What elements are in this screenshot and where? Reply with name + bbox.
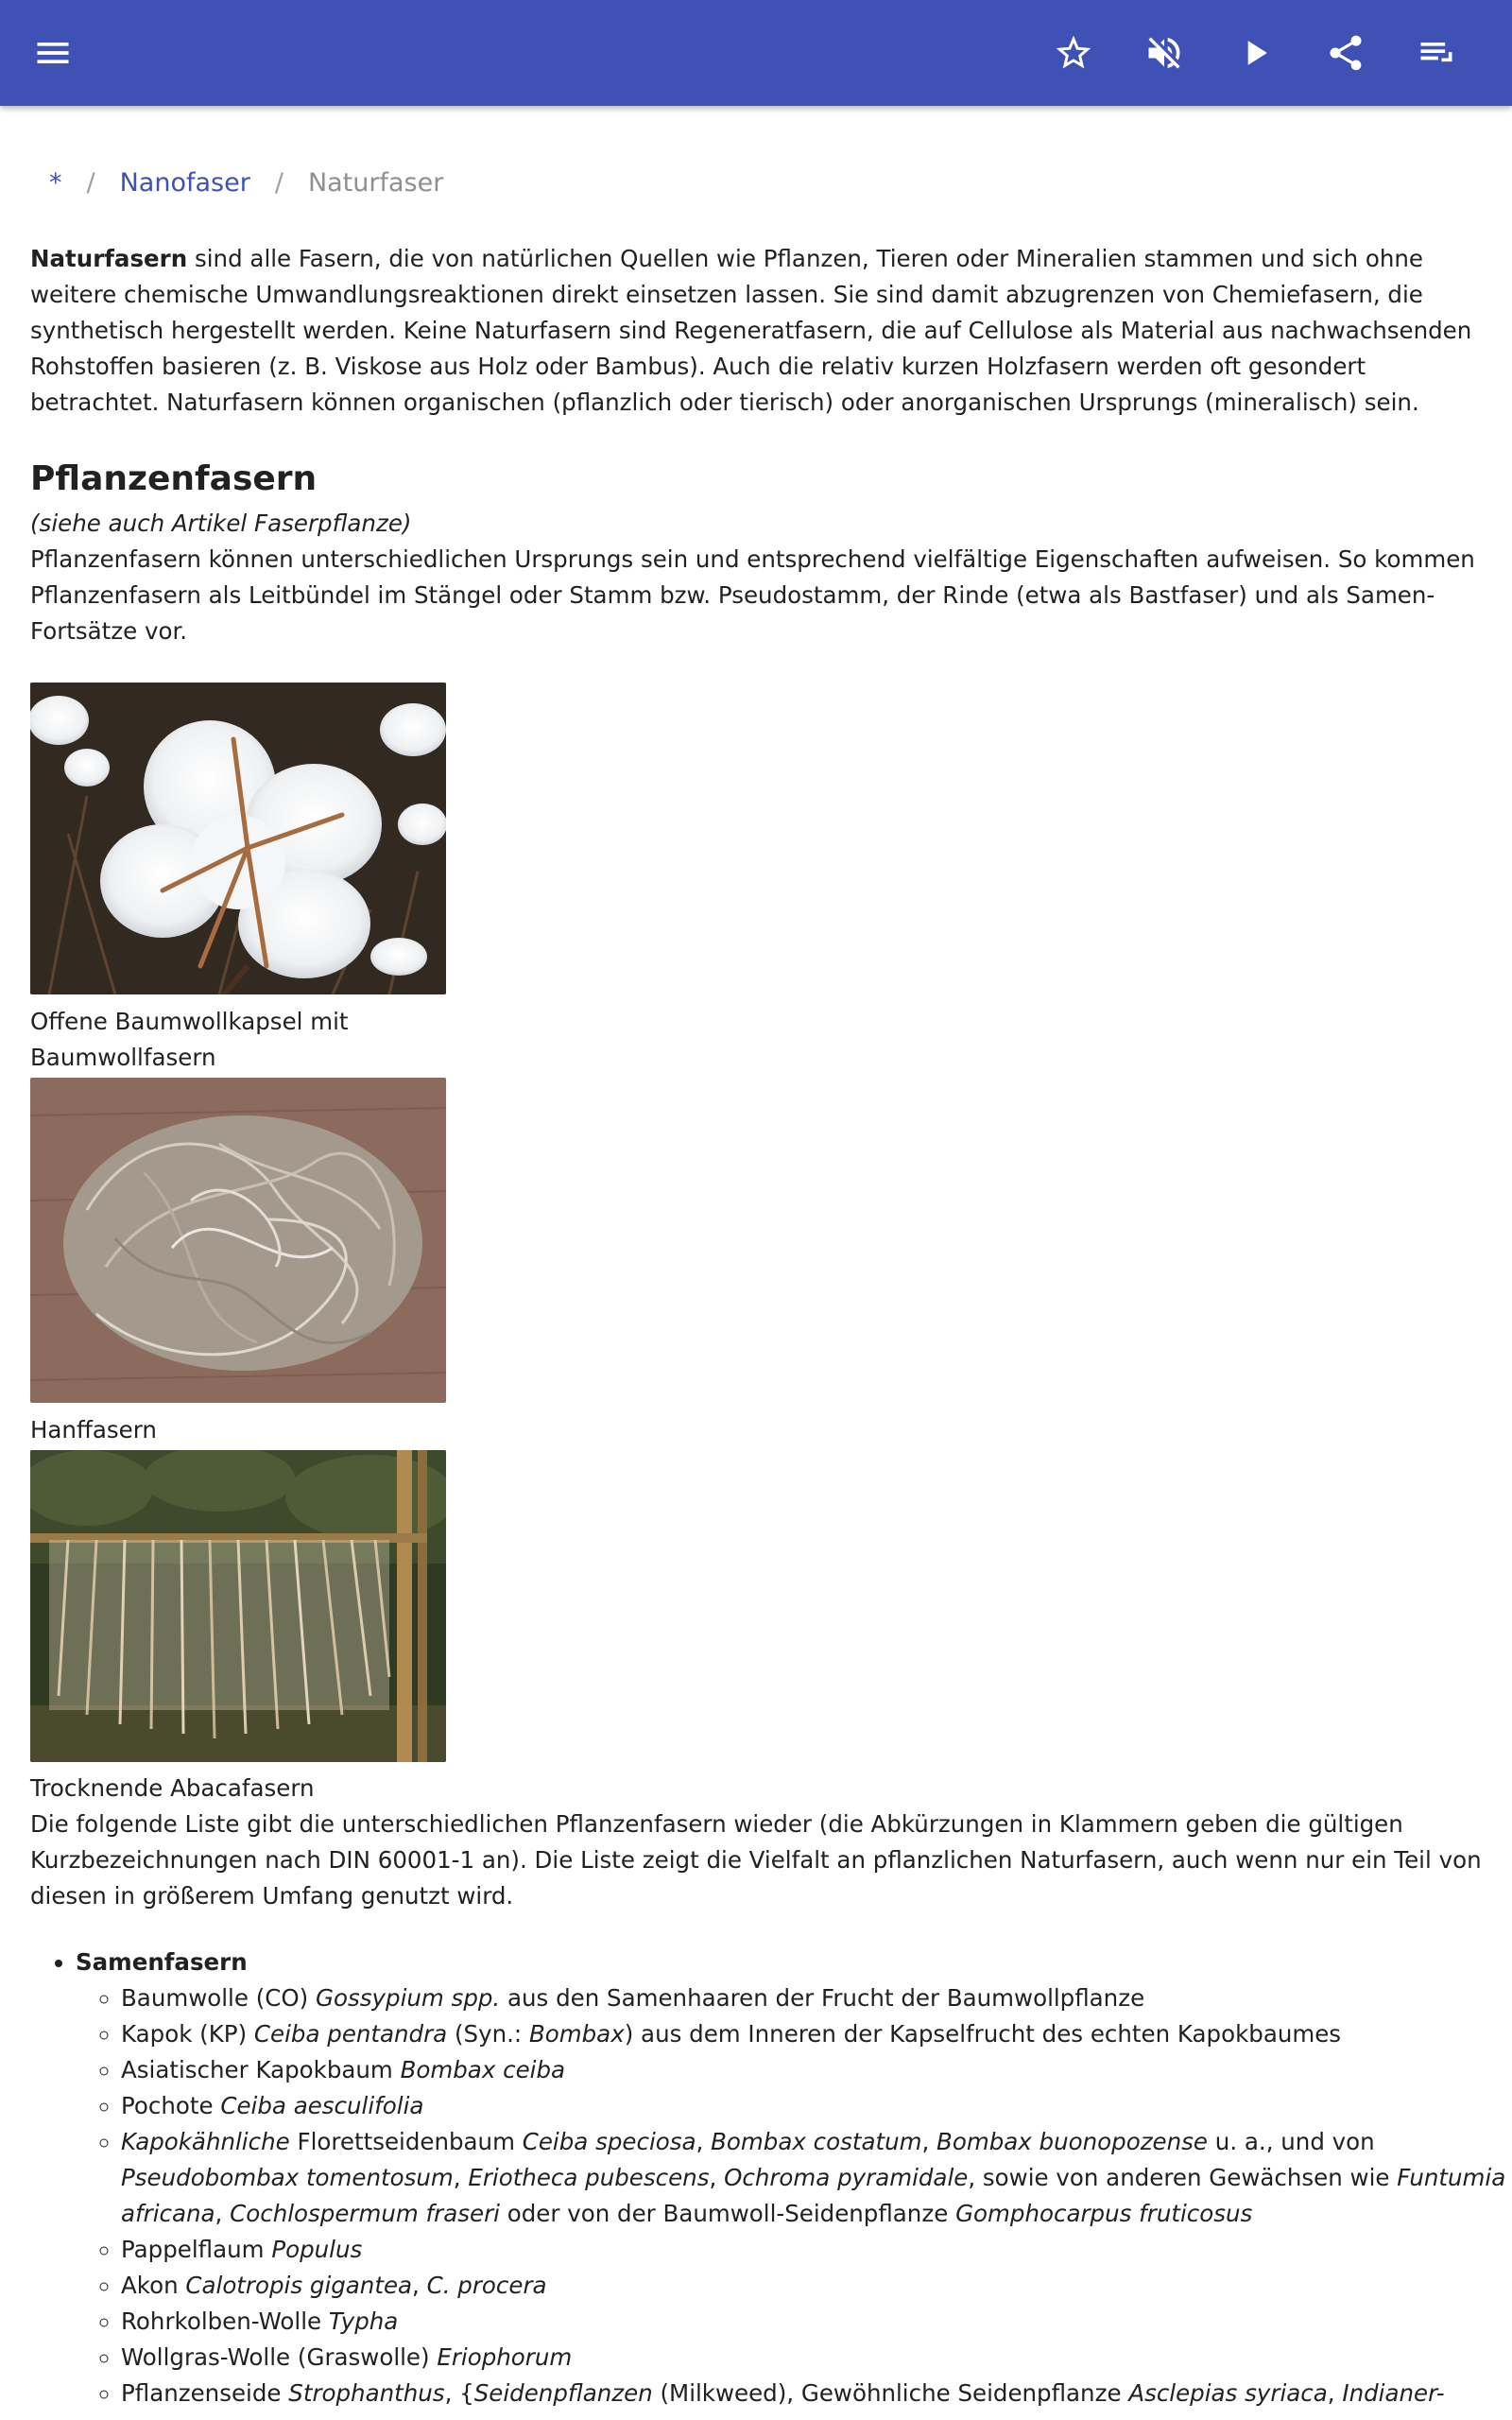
list-item: ◦ Pochote Ceiba aesculifolia xyxy=(121,2088,1512,2124)
section-paragraph: Pflanzenfasern können unterschiedlichen Ursprungs sein und entsprechend vielfältige Eigenschaften aufweisen. So kommen Pflanzenfasern als Leitbündel im Stängel oder Stamm bzw. Pseudostamm, der Rinde (etwa als Bastfaser) und als Samen-Fortsätze vor. xyxy=(30,545,1475,645)
play-icon[interactable] xyxy=(1225,23,1285,83)
hemp-fibers-image[interactable] xyxy=(30,1078,446,1403)
intro-text: sind alle Fasern, die von natürlichen Quellen wie Pflanzen, Tieren oder Mineralien stammen und sich ohne weitere chemische Umwandlungsreaktionen direkt einsetzen lassen. Sie sind damit abzugrenzen von Chemiefasern, die synthetisch hergestellt werden. Keine Naturfasern sind Regeneratfasern, die auf Cellulose als Material aus nachwachsenden Rohstoffen basieren (z. B. Viskose aus Holz oder Bambus). Auch die relativ kurzen Holzfasern werden oft gesondert betrachtet. Naturfasern können organischen (pflanzlich oder tierisch) oder anorganischen Ursprungs (mineralisch) sein. xyxy=(30,245,1472,416)
app-bar xyxy=(0,0,1512,106)
group-label: Samenfasern xyxy=(76,1948,248,1976)
breadcrumb-separator: / xyxy=(274,168,284,198)
cotton-boll-caption: Offene Baumwollkapsel mit Baumwollfasern xyxy=(30,1008,349,1071)
list-item: ◦ Rohrkolben-Wolle Typha xyxy=(121,2304,1512,2340)
list-item: ◦ Kapok (KP) Ceiba pentandra (Syn.: Bombax) aus dem Inneren der Kapselfrucht des echten Kapokbaumes xyxy=(121,2016,1512,2052)
abaca-fibers-caption: Trocknende Abacafasern xyxy=(30,1774,315,1802)
list-group-seed-fibers xyxy=(76,1945,1512,2411)
menu-icon[interactable] xyxy=(23,23,83,83)
playlist-icon[interactable] xyxy=(1406,23,1467,83)
list-item: ◦ Pappelflaum Populus xyxy=(121,2232,1512,2268)
breadcrumb-root[interactable]: * xyxy=(49,168,62,198)
volume-off-icon[interactable] xyxy=(1134,23,1194,83)
section-title: Pflanzenfasern xyxy=(30,459,318,498)
list-item: ◦ Pflanzenseide Strophanthus, {Seidenpflanzen (Milkweed), Gewöhnliche Seidenpflanze Asclepias syriaca, Indianer- xyxy=(121,2376,1512,2411)
hemp-fibers-caption: Hanffasern xyxy=(30,1416,157,1443)
list-item: ◦ Baumwolle (CO) Gossypium spp. aus den Samenhaaren der Frucht der Baumwollpflanze xyxy=(121,1980,1512,2016)
list-intro-paragraph: Die folgende Liste gibt die unterschiedlichen Pflanzenfasern wieder (die Abkürzungen in Klammern geben die gültigen Kurzbezeichnungen nach DIN 60001-1 an). Die Liste zeigt die Vielfalt an pflanzlichen Naturfasern, auch wenn nur ein Teil von diesen in größerem Umfang genutzt wird. xyxy=(30,1810,1482,1910)
cotton-boll-image[interactable] xyxy=(30,683,446,994)
intro-term: Naturfasern xyxy=(30,245,188,272)
list-item: ◦ Kapokähnliche Florettseidenbaum Ceiba speciosa, Bombax costatum, Bombax buonopozense u. a., und von Pseudobombax tomentosum, Eriotheca pubescens, Ochroma pyramidale, sowie von anderen Gewächsen wie Funtumia africana, Cochlospermum fraseri oder von der Baumwoll-Seidenpflanze Gomphocarpus fruticosus xyxy=(121,2124,1512,2232)
abaca-fibers-image[interactable] xyxy=(30,1450,446,1762)
share-icon[interactable] xyxy=(1315,23,1376,83)
list-item: ◦ Akon Calotropis gigantea, C. procera xyxy=(121,2268,1512,2304)
see-also-link[interactable]: (siehe auch Artikel Faserpflanze) xyxy=(30,510,412,537)
seed-fiber-list xyxy=(76,1980,1512,2411)
list-item: ◦ Wollgras-Wolle (Graswolle) Eriophorum xyxy=(121,2340,1512,2376)
fiber-list xyxy=(30,1945,1512,2411)
breadcrumb-parent[interactable]: Nanofaser xyxy=(119,168,250,198)
breadcrumb xyxy=(49,168,443,198)
intro-paragraph xyxy=(30,241,1486,421)
star-icon[interactable] xyxy=(1043,23,1104,83)
breadcrumb-separator: / xyxy=(86,168,95,198)
list-item: ◦ Asiatischer Kapokbaum Bombax ceiba xyxy=(121,2052,1512,2088)
breadcrumb-current: Naturfaser xyxy=(307,168,444,198)
